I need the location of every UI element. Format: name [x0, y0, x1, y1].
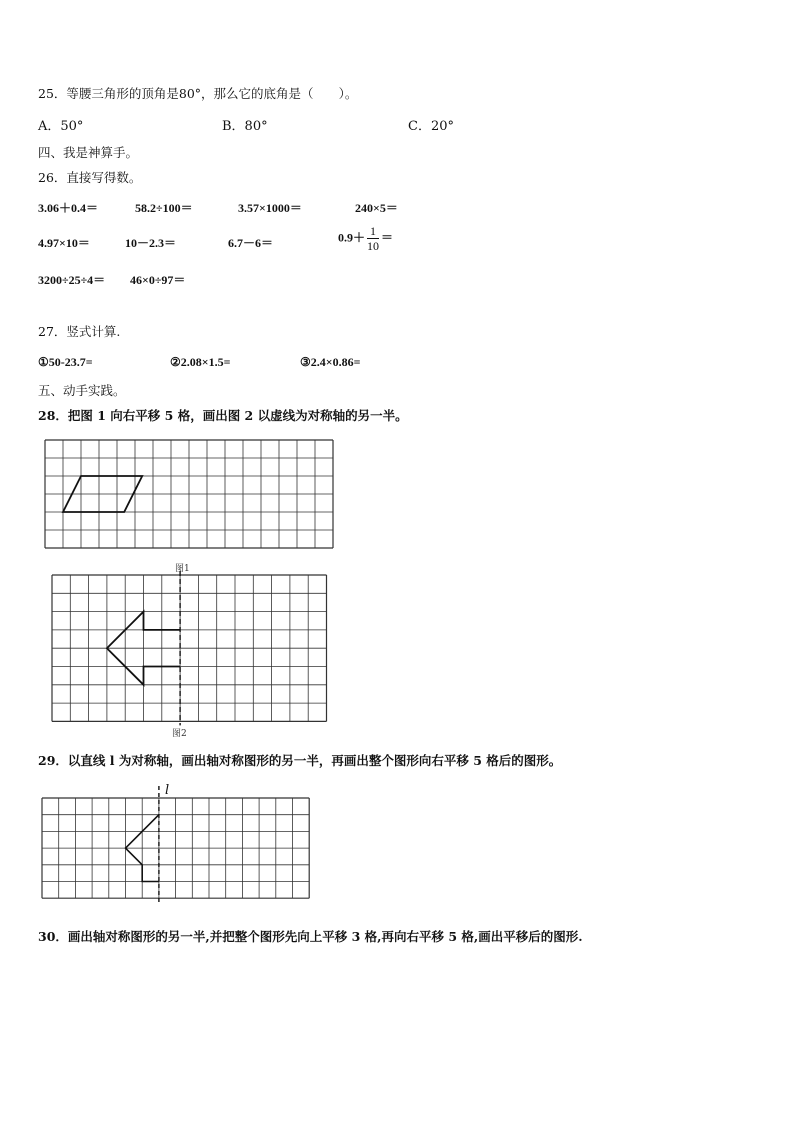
- fraction-suffix: ＝: [381, 230, 394, 245]
- calc-item: 4.97×10＝: [38, 236, 90, 250]
- figure-2-caption: 图2: [172, 729, 187, 739]
- vertical-calc-item: ②2.08×1.5=: [170, 355, 231, 369]
- question-30: 30．画出轴对称图形的另一半,并把整个图形先向上平移 3 格,再向右平移 5 格,画出平移后的图形.: [38, 929, 583, 944]
- figure-2-grid: [52, 575, 327, 723]
- calc-item: 46×0÷97＝: [130, 273, 186, 287]
- axis-label-l: l: [165, 783, 170, 798]
- vertical-calc-item: ①50-23.7=: [38, 355, 93, 369]
- question-26-title: 26．直接写得数。: [38, 170, 142, 185]
- fraction-numerator: 1: [367, 224, 379, 239]
- fraction-prefix: 0.9＋: [338, 230, 366, 245]
- question-27-title: 27．竖式计算.: [38, 324, 121, 339]
- figure-1-caption: 图1: [175, 564, 190, 574]
- vertical-calc-item: ③2.4×0.86=: [300, 355, 361, 369]
- question-25: 25．等腰三角形的顶角是80°，那么它的底角是（ ）。: [38, 86, 358, 101]
- calc-item: 240×5＝: [355, 201, 398, 215]
- calc-item-fraction: [338, 224, 393, 253]
- calc-item: 58.2÷100＝: [135, 201, 193, 215]
- figure-1-grid: [45, 440, 335, 556]
- q25-option-b: B．80°: [222, 119, 268, 134]
- fraction-denominator: 10: [367, 239, 380, 253]
- section-5-heading: 五、动手实践。: [38, 383, 126, 398]
- fraction: [367, 224, 379, 253]
- question-28: 28．把图 1 向右平移 5 格，画出图 2 以虚线为对称轴的另一半。: [38, 408, 408, 423]
- calc-item: 6.7－6＝: [228, 236, 274, 250]
- question-29: 29．以直线 l 为对称轴，画出轴对称图形的另一半，再画出整个图形向右平移 5 格后的图形。: [38, 753, 562, 768]
- figure-q29-grid: [42, 798, 310, 899]
- calc-item: 3200÷25÷4＝: [38, 273, 106, 287]
- q25-option-c: C．20°: [408, 119, 454, 134]
- q25-option-a: A．50°: [38, 119, 84, 134]
- calc-item: 10－2.3＝: [125, 236, 177, 250]
- calc-item: 3.57×1000＝: [238, 201, 302, 215]
- section-4-heading: 四、我是神算手。: [38, 145, 139, 160]
- calc-item: 3.06＋0.4＝: [38, 201, 99, 215]
